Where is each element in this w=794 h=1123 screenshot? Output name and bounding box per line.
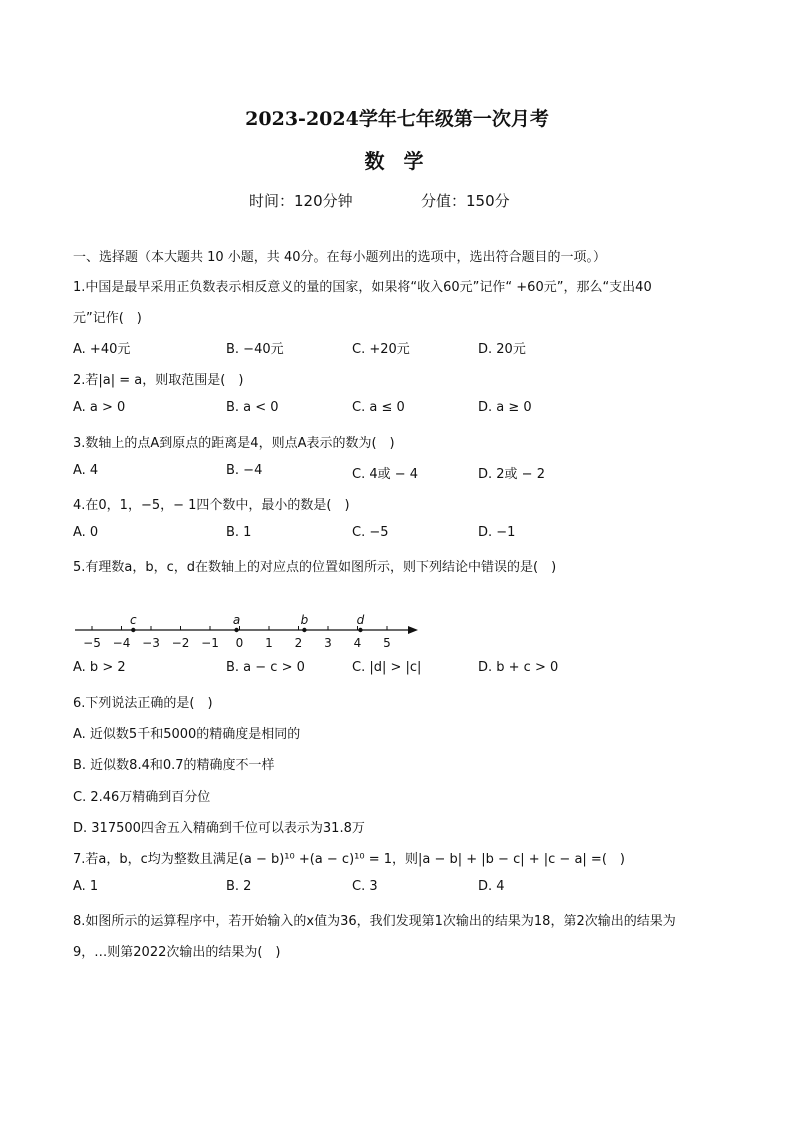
q2-option-a: A. a > 0: [73, 400, 126, 415]
number-line-point-label: b: [300, 613, 309, 627]
question-1-line1: 1.中国是最早采用正负数表示相反意义的量的国家，如果将“收入60元”记作“ +60元”，那么“支出40: [73, 280, 652, 295]
question-5: 5.有理数a，b，c，d在数轴上的对应点的位置如图所示，则下列结论中错误的是( ): [73, 560, 557, 575]
number-line-tick-label: −1: [201, 636, 219, 650]
number-line-tick-label: −4: [112, 636, 131, 650]
number-line-tick-label: 2: [294, 636, 303, 650]
number-line-point-b: [302, 628, 306, 632]
q2-option-d: D. a ≥ 0: [478, 400, 532, 415]
q2-option-b: B. a < 0: [226, 400, 279, 415]
q7-option-c: C. 3: [352, 879, 378, 894]
q4-option-c: C. −5: [352, 525, 389, 540]
q3-option-a: A. 4: [73, 463, 99, 478]
number-line-point-d: [358, 628, 362, 632]
q3-option-c: C. 4或 − 4: [352, 467, 419, 482]
number-line-point-label: c: [129, 613, 137, 627]
number-line-tick-label: 5: [383, 636, 391, 650]
number-line-tick-label: 0: [235, 636, 244, 650]
q5-option-d: D. b + c > 0: [478, 660, 559, 675]
q4-option-d: D. −1: [478, 525, 516, 540]
number-line-point-label: a: [232, 613, 241, 627]
number-line-arrow: [408, 626, 418, 634]
q5-option-c: C. |d| > |c|: [352, 660, 422, 675]
q2-option-c: C. a ≤ 0: [352, 400, 405, 415]
number-line-tick-label: 3: [324, 636, 332, 650]
exam-title: 2023-2024学年七年级第一次月考: [245, 108, 549, 130]
number-line-tick-label: −3: [142, 636, 160, 650]
q5-option-b: B. a − c > 0: [226, 660, 305, 675]
question-7: 7.若a，b，c均为整数且满足(a − b)¹⁰ +(a − c)¹⁰ = 1，则|a − b| + |b − c| + |c − a| =( ): [73, 852, 625, 867]
q1-option-c: C. +20元: [352, 342, 410, 357]
number-line-tick-label: 4: [353, 636, 362, 650]
q1-option-a: A. +40元: [73, 342, 131, 357]
q4-option-a: A. 0: [73, 525, 99, 540]
q7-option-d: D. 4: [478, 879, 505, 894]
q6-option-d: D. 317500四舍五入精确到千位可以表示为31.8万: [73, 821, 365, 836]
number-line-tick-label: −5: [83, 636, 101, 650]
q3-option-b: B. −4: [226, 463, 263, 478]
number-line-figure: [70, 608, 430, 656]
question-4: 4.在0，1，−5，− 1四个数中，最小的数是( ): [73, 498, 350, 513]
exam-time: 时间：120分钟: [249, 192, 353, 210]
question-3: 3.数轴上的点A到原点的距离是4，则点A表示的数为( ): [73, 436, 395, 451]
question-6: 6.下列说法正确的是( ): [73, 696, 213, 711]
q4-option-b: B. 1: [226, 525, 252, 540]
question-2: 2.若|a| = a，则取范围是( ): [73, 373, 244, 388]
q6-option-b: B. 近似数8.4和0.7的精确度不一样: [73, 758, 275, 773]
question-1-line2: 元”记作( ): [73, 311, 142, 326]
q5-option-a: A. b > 2: [73, 660, 126, 675]
number-line-point-a: [234, 628, 238, 632]
q7-option-b: B. 2: [226, 879, 252, 894]
section-heading: 一、选择题（本大题共 10 小题，共 40分。在每小题列出的选项中，选出符合题目的一项。）: [73, 250, 606, 265]
number-line-tick-label: −2: [171, 636, 190, 650]
q3-option-d: D. 2或 − 2: [478, 467, 545, 482]
q1-option-b: B. −40元: [226, 342, 284, 357]
question-8-line2: 9，…则第2022次输出的结果为( ): [73, 945, 281, 960]
q7-option-a: A. 1: [73, 879, 99, 894]
subject-title: 数 学: [364, 149, 430, 173]
q1-option-d: D. 20元: [478, 342, 526, 357]
q6-option-a: A. 近似数5千和5000的精确度是相同的: [73, 727, 301, 742]
number-line-tick-label: 1: [265, 636, 273, 650]
exam-score: 分值：150分: [421, 192, 510, 210]
number-line-point-c: [131, 628, 135, 632]
number-line-point-label: d: [356, 613, 365, 627]
q6-option-c: C. 2.46万精确到百分位: [73, 790, 211, 805]
question-8-line1: 8.如图所示的运算程序中，若开始输入的x值为36，我们发现第1次输出的结果为18，第2次输出的结果为: [73, 914, 676, 929]
